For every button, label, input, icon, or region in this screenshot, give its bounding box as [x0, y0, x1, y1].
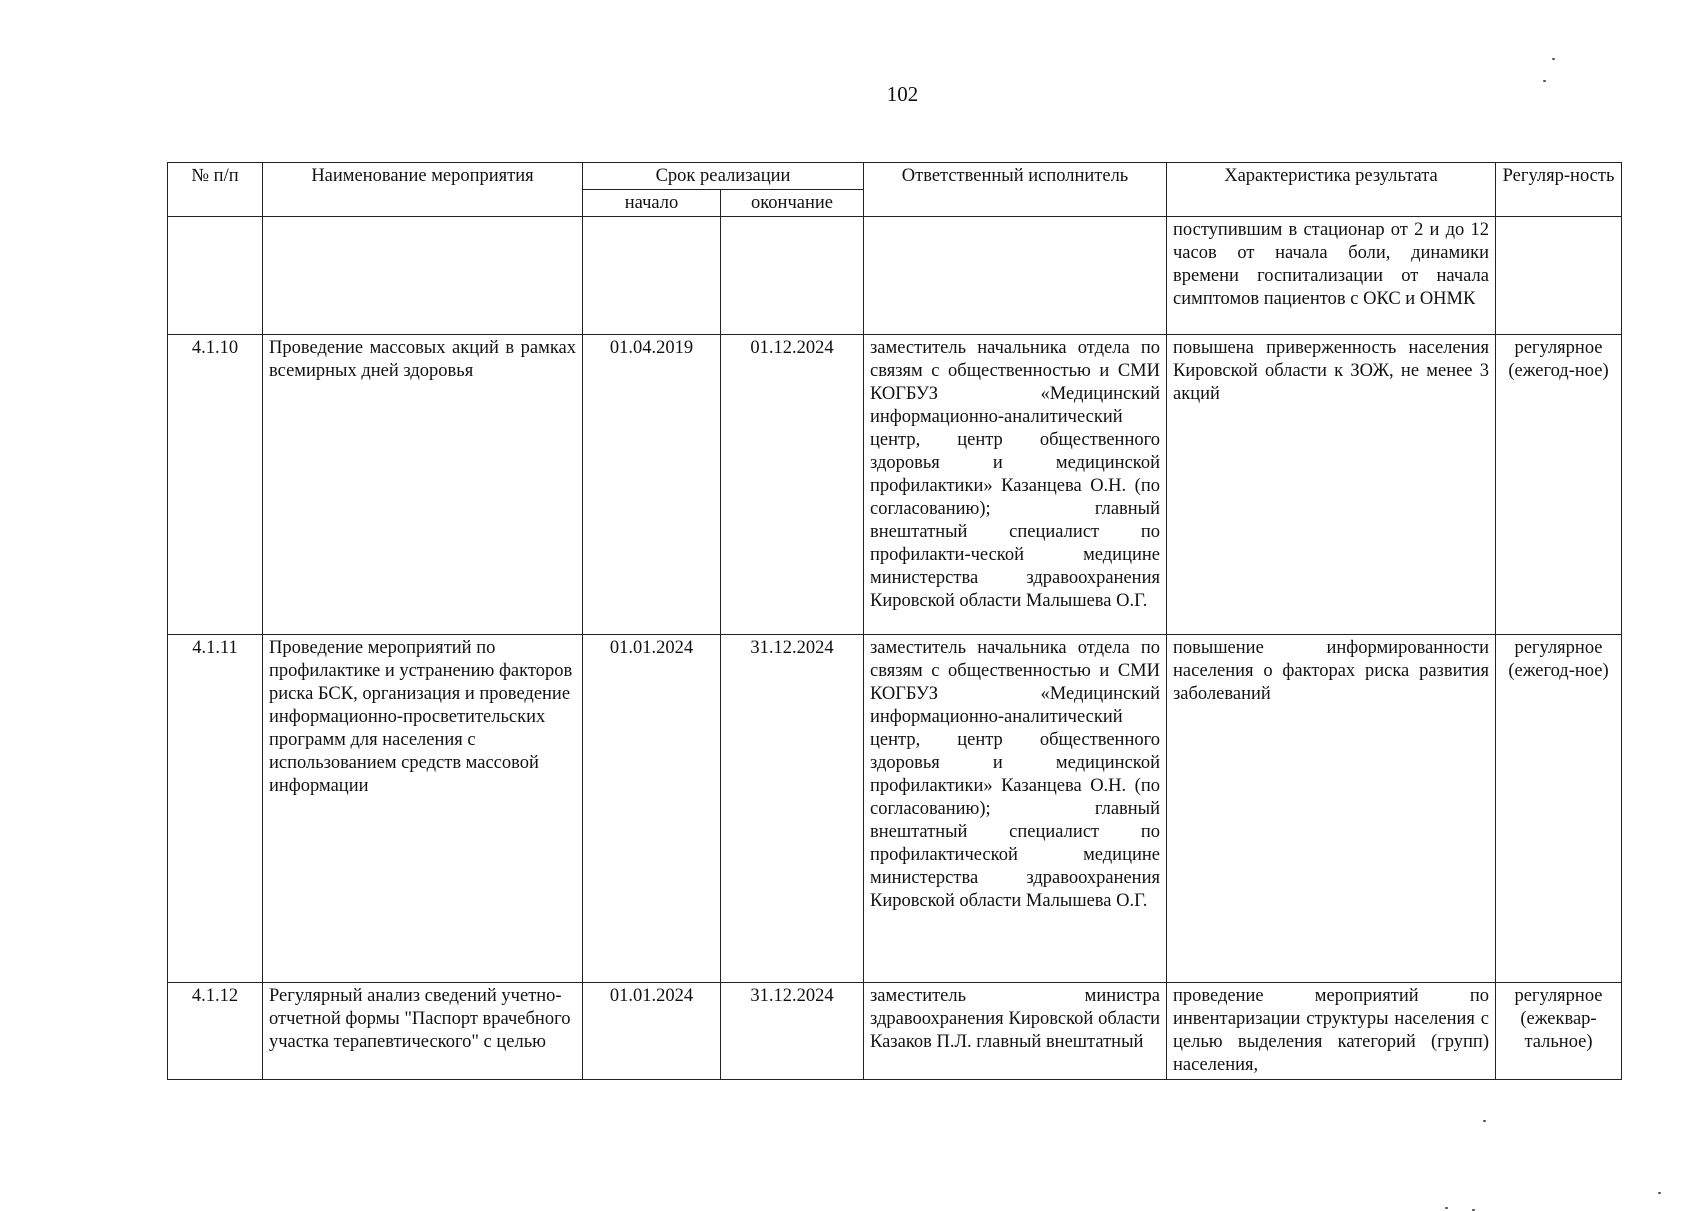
scan-speck: [1445, 1207, 1448, 1209]
row-start: 01.04.2019: [583, 335, 721, 635]
row-result: повышена приверженность населения Кировской области к ЗОЖ, не менее 3 акций: [1167, 335, 1496, 635]
row-end: 01.12.2024: [721, 335, 864, 635]
row-start: [583, 217, 721, 335]
row-regularity: [1496, 217, 1622, 335]
page-number: 102: [886, 82, 919, 106]
row-result: поступившим в стационар от 2 и до 12 часов от начала боли, динамики времени госпитализации от начала симптомов пациентов с ОКС и ОНМК: [1167, 217, 1496, 335]
header-num: № п/п: [168, 163, 263, 217]
row-end: [721, 217, 864, 335]
row-result: повышение информированности населения о факторах риска развития заболеваний: [1167, 635, 1496, 983]
row-regularity: регулярное (ежегод-ное): [1496, 635, 1622, 983]
scan-speck: [1658, 1192, 1661, 1194]
row-end: 31.12.2024: [721, 635, 864, 983]
header-end: окончание: [721, 190, 864, 217]
row-result: проведение мероприятий по инвентаризации структуры населения с целью выделения категорий (групп) населения,: [1167, 983, 1496, 1080]
activities-table: [167, 162, 1622, 1080]
header-period: Срок реализации: [583, 163, 864, 190]
row-num: 4.1.10: [168, 335, 263, 635]
header-regularity: Регуляр-ность: [1496, 163, 1622, 217]
header-start: начало: [583, 190, 721, 217]
row-executor: заместитель министра здравоохранения Кировской области Казаков П.Л. главный внештатный: [864, 983, 1167, 1080]
row-num: 4.1.12: [168, 983, 263, 1080]
scan-speck: [1483, 1120, 1486, 1122]
row-executor: [864, 217, 1167, 335]
header-row-1: [168, 163, 1622, 190]
row-name: Регулярный анализ сведений учетно-отчетной формы "Паспорт врачебного участка терапевтического" с целью: [263, 983, 583, 1080]
row-start: 01.01.2024: [583, 983, 721, 1080]
row-num: 4.1.11: [168, 635, 263, 983]
row-start: 01.01.2024: [583, 635, 721, 983]
row-end: 31.12.2024: [721, 983, 864, 1080]
scan-speck: [1552, 58, 1555, 60]
table-row: [168, 635, 1622, 983]
row-regularity: регулярное (ежеквар-тальное): [1496, 983, 1622, 1080]
header-executor: Ответственный исполнитель: [864, 163, 1167, 217]
row-regularity: регулярное (ежегод-ное): [1496, 335, 1622, 635]
row-name: [263, 217, 583, 335]
row-executor: заместитель начальника отдела по связям с общественностью и СМИ КОГБУЗ «Медицинский информационно-аналитический центр, центр общественного здоровья и медицинской профилактики» Казанцева О.Н. (по согласованию); главный внештатный специалист по профилакти-ческой медицине министерства здравоохранения Кировской области Малышева О.Г.: [864, 335, 1167, 635]
row-num: [168, 217, 263, 335]
row-name: Проведение мероприятий по профилактике и устранению факторов риска БСК, организация и проведение информационно-просветительских программ для населения с использованием средств массовой информации: [263, 635, 583, 983]
table-row: [168, 983, 1622, 1080]
scan-speck: [1543, 80, 1546, 82]
header-name: Наименование мероприятия: [263, 163, 583, 217]
table-row: [168, 217, 1622, 335]
row-executor: заместитель начальника отдела по связям с общественностью и СМИ КОГБУЗ «Медицинский информационно-аналитический центр, центр общественного здоровья и медицинской профилактики» Казанцева О.Н. (по согласованию); главный внештатный специалист по профилактической медицине министерства здравоохранения Кировской области Малышева О.Г.: [864, 635, 1167, 983]
row-name: Проведение массовых акций в рамках всемирных дней здоровья: [263, 335, 583, 635]
table-row: [168, 335, 1622, 635]
header-result: Характеристика результата: [1167, 163, 1496, 217]
